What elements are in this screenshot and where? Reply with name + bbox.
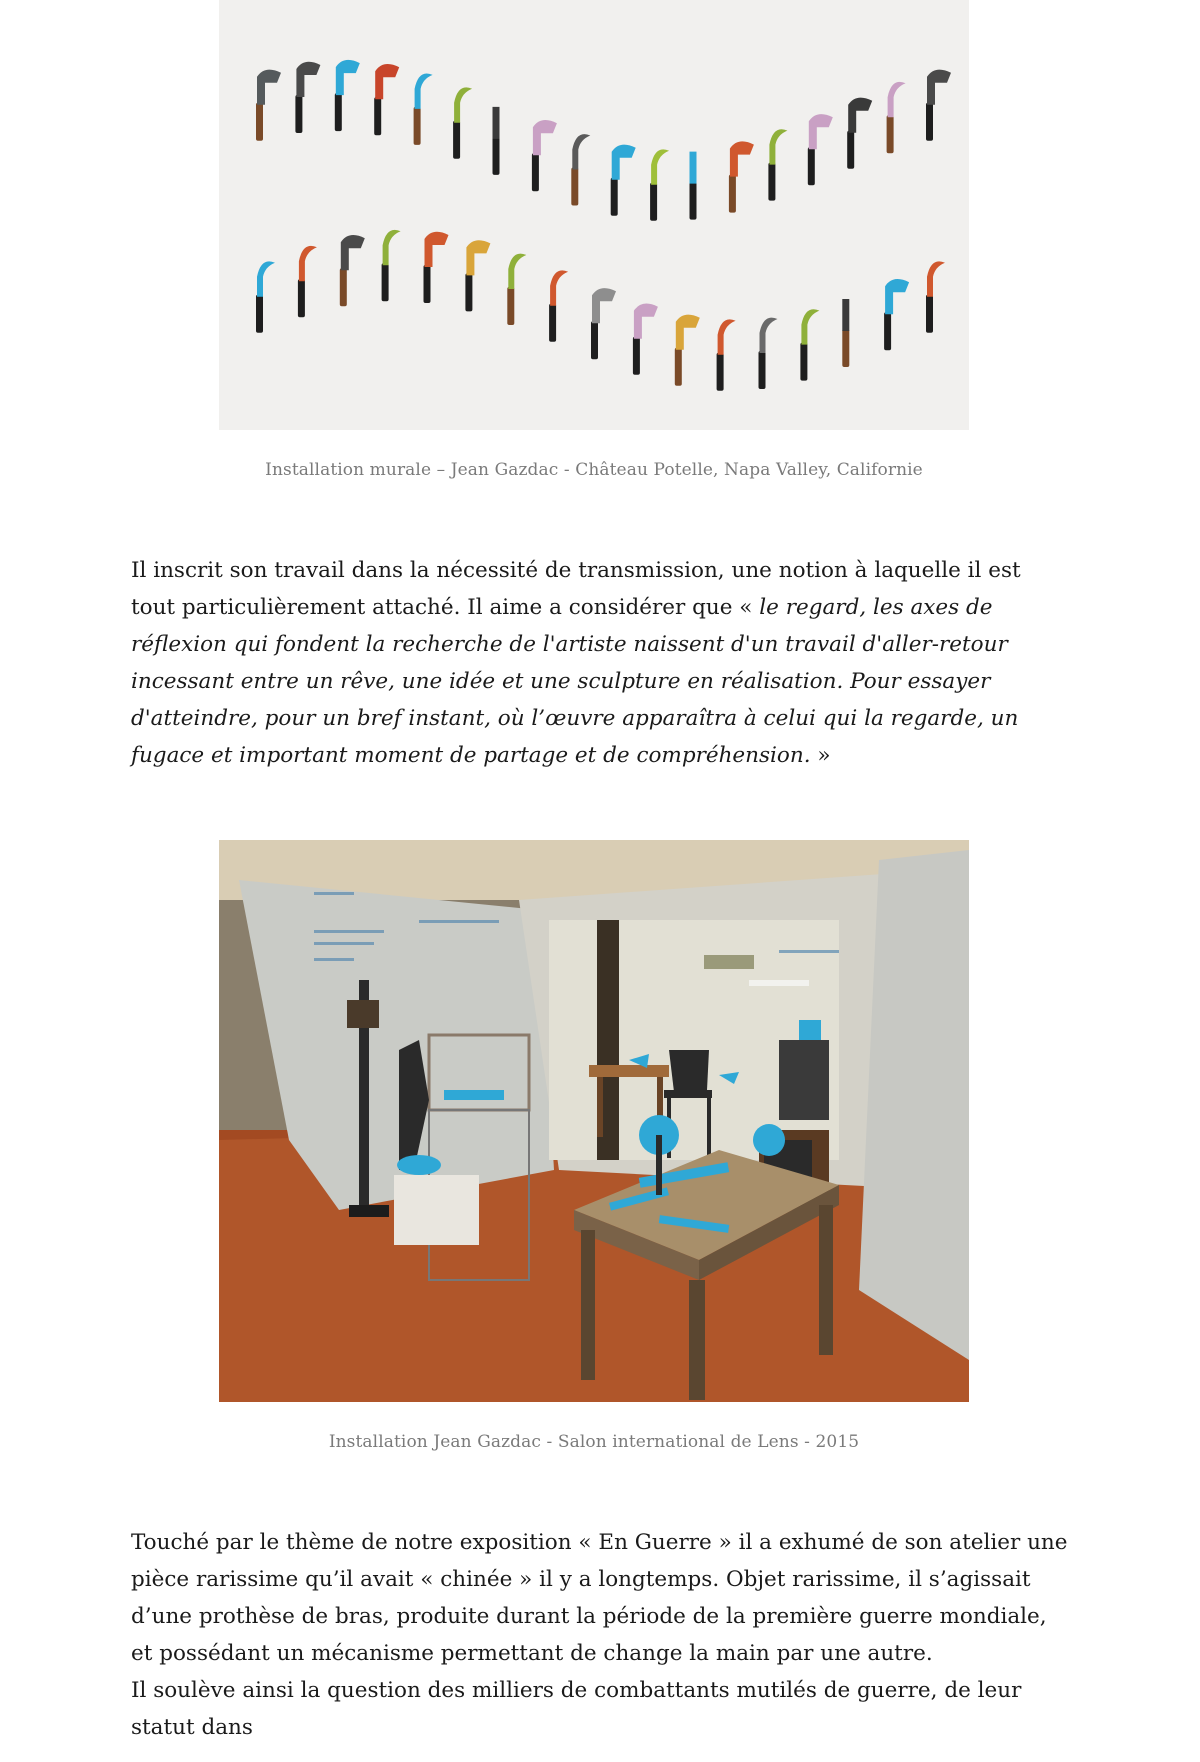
wall-tool: [340, 235, 365, 306]
artist-quote: le regard, les axes de réflexion qui fondent la recherche de l'artiste naissent d'un travail d'aller-retour incessant entre un rêve, une idée et une sculpture en réalisation. Pour essayer d'atteindre, pour un bref instant, où l’œuvre apparaîtra à celui qui la regarde, un fugace et important moment de partage et de compréhension.: [131, 595, 1019, 768]
paragraph-text-continued: Il soulève ainsi la question des milliers de combattants mutilés de guerre, de leur statut dans: [131, 1678, 1022, 1740]
wall-tool: [759, 318, 778, 389]
wall-tool: [729, 141, 754, 212]
wall-tool: [633, 304, 658, 375]
wall-tool: [295, 62, 320, 133]
wall-tool: [717, 319, 736, 390]
wall-tool: [414, 74, 433, 145]
body-paragraph-2: [131, 1524, 1071, 1746]
wall-installation-photo: [219, 0, 969, 430]
wall-tool: [842, 299, 849, 367]
wall-tool: [591, 288, 616, 359]
wall-tool: [256, 70, 281, 141]
wall-tool: [424, 232, 449, 303]
tools-artwork: [219, 0, 969, 430]
wall-tool: [256, 261, 275, 332]
paragraph-text: Touché par le thème de notre exposition « En Guerre » il a exhumé de son atelier une pièce rarissime qu’il avait « chinée » il y a longtemps. Objet rarissime, il s’agissait d’une prothèse de bras, produite durant la période de la première guerre mondiale, et possédant un mécanisme permettant de change la main par une autre.: [131, 1530, 1068, 1666]
wall-tool: [335, 60, 360, 131]
wall-tool: [493, 107, 500, 175]
paragraph-text: Il inscrit son travail dans la nécessité de transmission, une notion à laquelle il est tout particulièrement attaché. Il aime a considérer que «: [131, 558, 1021, 620]
wall-tool: [847, 98, 872, 169]
wall-tool: [611, 145, 636, 216]
wall-tool: [768, 129, 787, 200]
wall-tool: [926, 261, 945, 332]
figure-caption-2: Installation Jean Gazdac - Salon international de Lens - 2015: [328, 1432, 860, 1452]
wall-tool: [887, 82, 906, 153]
wall-tool: [808, 114, 833, 185]
wall-tool: [571, 134, 590, 205]
wall-tool: [690, 152, 697, 220]
wall-tool: [926, 70, 951, 141]
wall-tool: [675, 315, 700, 386]
quote-close: »: [810, 743, 831, 768]
wall-tool: [532, 120, 557, 191]
booth-scene: [219, 840, 969, 1402]
figure-caption-1: Installation murale – Jean Gazdac - Château Potelle, Napa Valley, Californie: [265, 460, 923, 480]
wall-tool: [650, 149, 669, 220]
wall-tool: [507, 254, 526, 325]
exhibition-booth-photo: [219, 840, 969, 1402]
wall-tool: [298, 246, 317, 317]
wall-tool: [800, 309, 819, 380]
wall-tool: [382, 230, 401, 301]
wall-tool: [453, 87, 472, 158]
wall-tool: [465, 240, 490, 311]
wall-tool: [884, 279, 909, 350]
body-paragraph-1: [131, 552, 1071, 774]
wall-tool: [549, 270, 568, 341]
wall-tool: [374, 64, 399, 135]
